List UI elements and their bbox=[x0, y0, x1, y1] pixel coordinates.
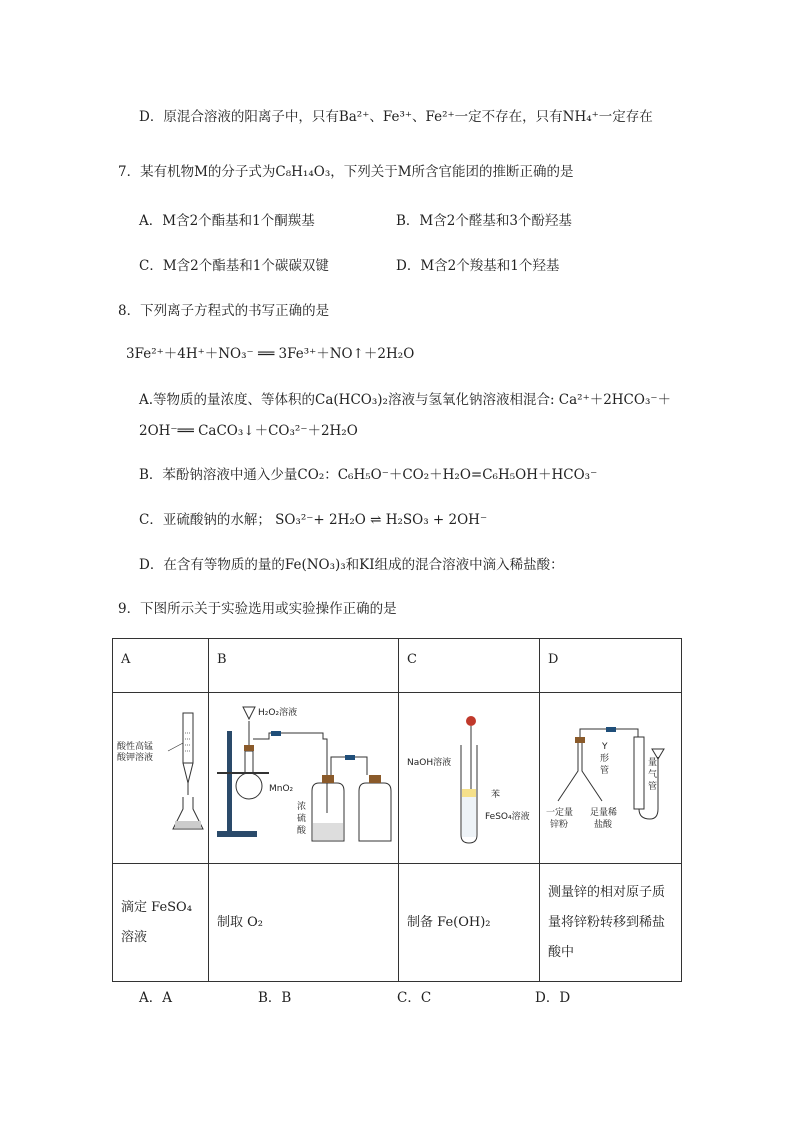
q7-option-c: C．M含2个酯基和1个碳碳双键 bbox=[139, 258, 329, 274]
label: 锌粉 bbox=[550, 820, 569, 830]
apparatus-c bbox=[399, 693, 540, 864]
dropper-bulb bbox=[466, 716, 476, 726]
label: NaOH溶液 bbox=[407, 758, 452, 768]
flask bbox=[236, 773, 262, 799]
label: 管 bbox=[600, 766, 610, 776]
label: 足量稀 bbox=[590, 808, 618, 818]
q7-option-b: B．M含2个醛基和3个酚羟基 bbox=[396, 213, 572, 229]
label: 形 bbox=[600, 754, 610, 764]
apparatus-d bbox=[540, 693, 682, 864]
label: 量 bbox=[648, 758, 658, 768]
separatory-funnel bbox=[243, 707, 255, 719]
stand-base bbox=[217, 831, 257, 837]
table-row bbox=[113, 639, 682, 693]
label: FeSO₄溶液 bbox=[485, 812, 530, 822]
q9-option-c: C．C bbox=[397, 990, 432, 1006]
burette bbox=[183, 713, 193, 763]
q6-option-d: D．原混合溶液的阳离子中，只有Ba²⁺、Fe³⁺、Fe²⁺一定不存在，只有NH₄⁺一定存在 bbox=[139, 109, 653, 125]
label: 管 bbox=[648, 782, 658, 792]
test-tube-diagram bbox=[399, 693, 540, 863]
label: 酸性高锰 bbox=[117, 742, 154, 752]
q8-equation: 3Fe²⁺＋4H⁺＋NO₃⁻ ══ 3Fe³⁺＋NO↑＋2H₂O bbox=[126, 346, 415, 362]
q8-option-c: C．亚硫酸钠的水解； SO₃²⁻+ 2H₂O ⇌ H₂SO₃ + 2OH⁻ bbox=[139, 512, 488, 528]
label: 酸钾溶液 bbox=[117, 753, 154, 763]
description-a: 滴定 FeSO₄溶液 bbox=[113, 864, 209, 982]
gas-bottle-2 bbox=[359, 783, 391, 841]
y-tube-diagram bbox=[540, 693, 682, 863]
label: MnO₂ bbox=[269, 784, 294, 794]
header-d: D bbox=[540, 639, 682, 693]
q8-stem: 8．下列离子方程式的书写正确的是 bbox=[118, 303, 330, 319]
burette-flask-diagram bbox=[113, 693, 209, 863]
q8-option-a-line1: A.等物质的量浓度、等体积的Ca(HCO₃)₂溶液与氢氧化钠溶液相混合: Ca²⁺＋2HCO₃⁻＋ bbox=[139, 392, 671, 408]
label: 浓 bbox=[297, 802, 307, 812]
label: 盐酸 bbox=[594, 820, 613, 830]
header-b: B bbox=[209, 639, 399, 693]
q9-stem: 9．下图所示关于实验选用或实验操作正确的是 bbox=[118, 601, 397, 617]
label: 气 bbox=[648, 770, 658, 780]
label: 一定量 bbox=[546, 808, 574, 818]
header-a: A bbox=[113, 639, 209, 693]
apparatus-a bbox=[113, 693, 209, 864]
q9-option-a: A．A bbox=[139, 990, 172, 1006]
y-tube bbox=[558, 743, 602, 801]
label: 苯 bbox=[491, 790, 501, 800]
q9-option-b: B．B bbox=[258, 990, 292, 1006]
label: Y bbox=[602, 742, 608, 752]
q7-option-a: A．M含2个酯基和1个酮羰基 bbox=[139, 213, 315, 229]
label: H₂O₂溶液 bbox=[258, 708, 298, 718]
label: 酸 bbox=[297, 826, 307, 836]
table-row bbox=[113, 864, 682, 982]
q7-stem: 7．某有机物M的分子式为C₈H₁₄O₃，下列关于M所含官能团的推断正确的是 bbox=[118, 164, 574, 180]
stand-rod bbox=[227, 731, 232, 831]
q9-option-d: D．D bbox=[535, 990, 571, 1006]
label: 硫 bbox=[297, 814, 307, 824]
oxygen-generator-diagram bbox=[209, 693, 399, 863]
q9-table bbox=[112, 638, 682, 982]
q8-option-b: B．苯酚钠溶液中通入少量CO₂：C₆H₅O⁻＋CO₂＋H₂O=C₆H₅OH＋HCO₃⁻ bbox=[139, 467, 598, 483]
description-d: 测量锌的相对原子质量将锌粉转移到稀盐酸中 bbox=[540, 864, 682, 982]
description-b: 制取 O₂ bbox=[209, 864, 399, 982]
q8-option-d: D．在含有等物质的量的Fe(NO₃)₃和KI组成的混合溶液中滴入稀盐酸： bbox=[139, 557, 564, 573]
table-row bbox=[113, 693, 682, 864]
description-c: 制备 Fe(OH)₂ bbox=[399, 864, 540, 982]
q7-option-d: D．M含2个羧基和1个羟基 bbox=[396, 258, 560, 274]
q8-option-a-line2: 2OH⁻══ CaCO₃↓＋CO₃²⁻＋2H₂O bbox=[139, 423, 358, 439]
header-c: C bbox=[399, 639, 540, 693]
apparatus-b bbox=[209, 693, 399, 864]
gas-burette bbox=[634, 737, 644, 809]
